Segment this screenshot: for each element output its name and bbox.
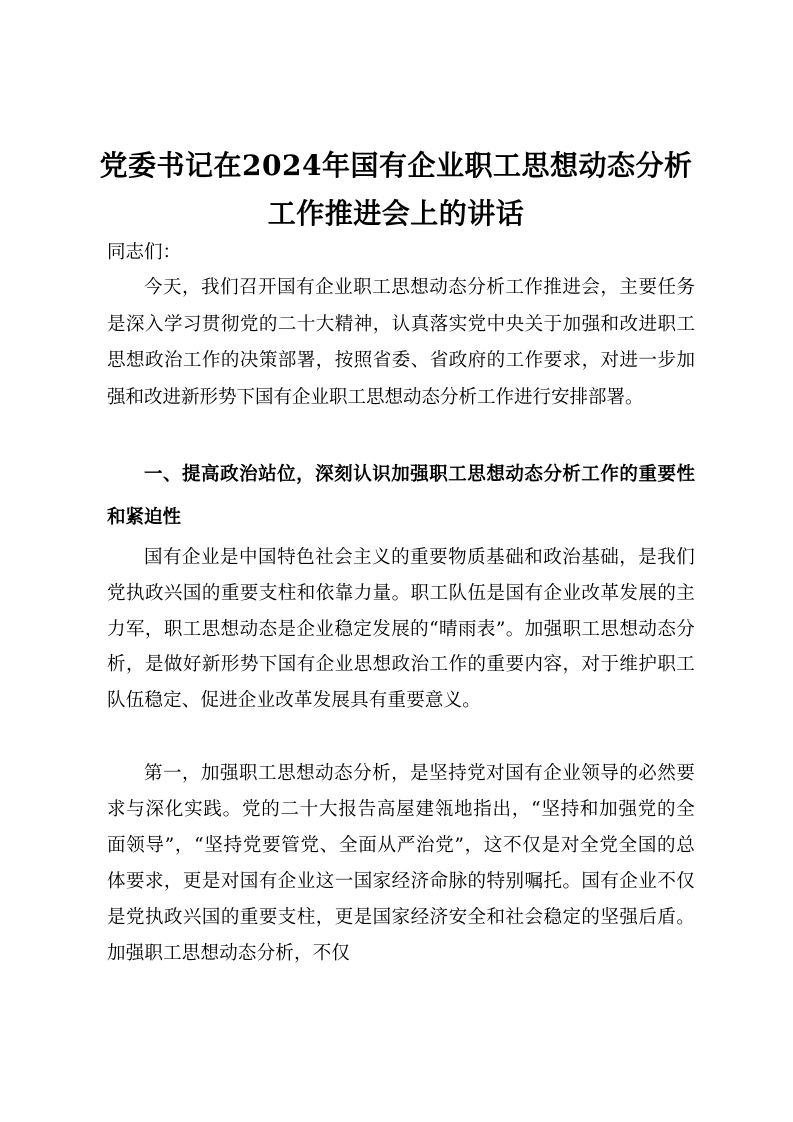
paragraph-importance: 国有企业是中国特色社会主义的重要物质基础和政治基础，是我们党执政兴国的重要支柱和依靠力量。职工队伍是国有企业改革发展的主力军，职工思想动态是企业稳定发展的“晴雨表”。加强职工思想动态分析，是做好新形势下国有企业思想政治工作的重要内容，对于维护职工队伍稳定、促进企业改革发展具有重要意义。 [107, 547, 695, 712]
paragraph-first-point: 第一，加强职工思想动态分析，是坚持党对国有企业领导的必然要求与深化实践。党的二十大报告高屋建瓴地指出，“坚持和加强党的全面领导”，“坚持党要管党、全面从严治党”，这不仅是对全党全国的总体要求，更是对国有企业这一国家经济命脉的特别嘱托。国有企业不仅是党执政兴国的重要支柱，更是国家经济安全和社会稳定的坚强后盾。加强职工思想动态分析，不仅 [107, 763, 695, 964]
document-title: 党委书记在2024年国有企业职工思想动态分析工作推进会上的讲话 [99, 149, 693, 230]
paragraph-intro: 今天，我们召开国有企业职工思想动态分析工作推进会，主要任务是深入学习贯彻党的二十大精神，认真落实党中央关于加强和改进职工思想政治工作的决策部署，按照省委、省政府的工作要求，对进一步加强和改进新形势下国有企业职工思想动态分析工作进行安排部署。 [107, 277, 695, 408]
section-heading-1: 一、提高政治站位，深刻认识加强职工思想动态分析工作的重要性和紧迫性 [107, 464, 695, 528]
salutation: 同志们： [107, 242, 182, 263]
